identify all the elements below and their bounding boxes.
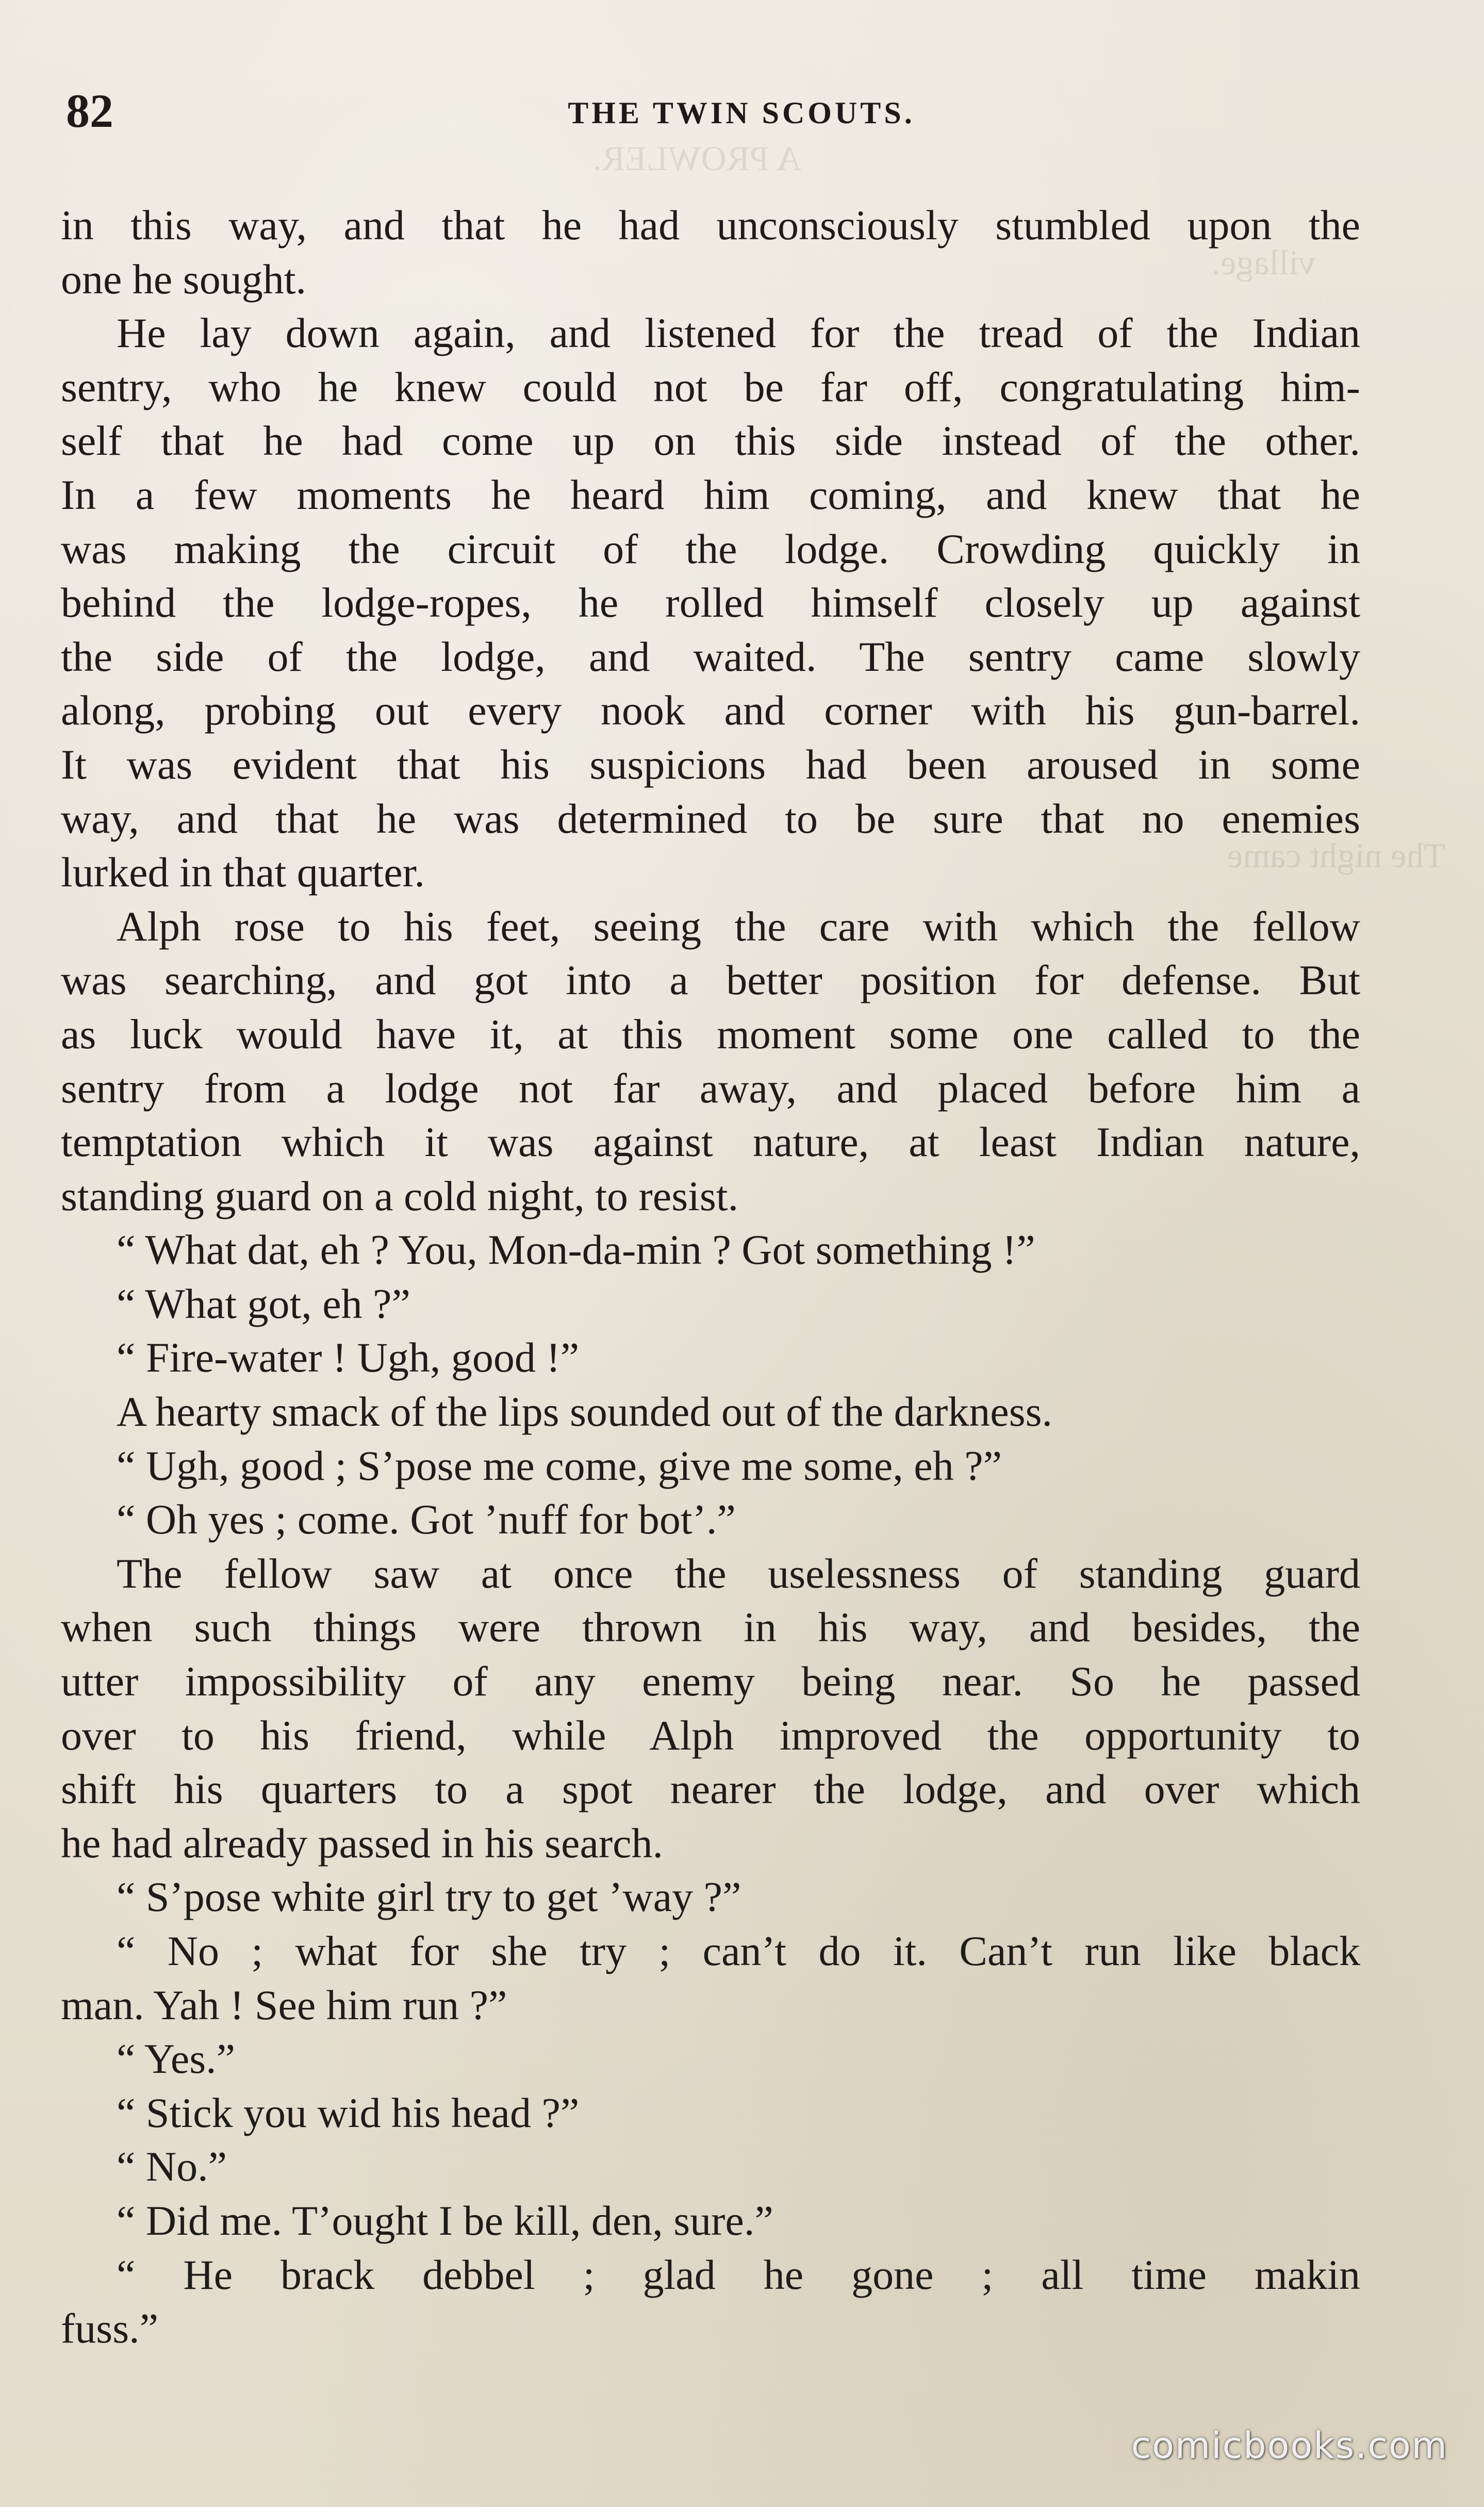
text-line: man. Yah ! See him run ?”	[61, 1981, 507, 2028]
text-line: “ Did me. T’ought I be kill, den, sure.”	[117, 2197, 773, 2244]
text-line: utter impossibility of any enemy being near. So he passed	[61, 1658, 1360, 1705]
text-line: “ Stick you wid his head ?”	[117, 2089, 580, 2136]
text-line: The fellow saw at once the uselessness of standing guard	[117, 1549, 1360, 1597]
text-line: Alph rose to his feet, seeing the care with which the fellow	[117, 902, 1360, 950]
text-line: the side of the lodge, and waited. The sentry came slowly	[61, 633, 1360, 680]
text-line: temptation which it was against nature, at least Indian nature,	[61, 1118, 1360, 1166]
text-line: he had already passed in his search.	[61, 1819, 664, 1867]
text-line: In a few moments he heard him coming, and knew that he	[61, 471, 1360, 518]
running-title: THE TWIN SCOUTS.	[568, 96, 915, 130]
text-line: sentry from a lodge not far away, and placed before him a	[61, 1064, 1360, 1112]
page-number: 82	[66, 85, 113, 137]
text-line: was searching, and got into a better position for defense. But	[61, 956, 1360, 1004]
text-line: “ No.”	[117, 2143, 227, 2190]
text-line: over to his friend, while Alph improved the opportunity to	[61, 1711, 1360, 1759]
text-line: fuss.”	[61, 2305, 159, 2352]
text-line: He lay down again, and listened for the tread of the Indian	[117, 309, 1360, 357]
text-line: “ No ; what for she try ; can’t do it. Can’t run like black	[117, 1927, 1360, 1974]
show-through-text: A PROWLER.	[593, 139, 802, 178]
text-line: “ Yes.”	[117, 2035, 236, 2083]
text-line: in this way, and that he had unconsciously stumbled upon the	[61, 202, 1360, 249]
text-line: as luck would have it, at this moment some one called to the	[61, 1010, 1360, 1058]
text-line: when such things were thrown in his way, and besides, the	[61, 1604, 1360, 1651]
text-line: standing guard on a cold night, to resist.	[61, 1172, 739, 1219]
show-through-text: village.	[1212, 243, 1316, 282]
text-line: lurked in that quarter.	[61, 849, 425, 896]
text-line: way, and that he was determined to be sure that no enemies	[61, 795, 1360, 842]
text-line: behind the lodge-ropes, he rolled himself closely up against	[61, 579, 1360, 626]
text-line: shift his quarters to a spot nearer the lodge, and over which	[61, 1766, 1360, 1813]
body-text	[61, 199, 1360, 2356]
text-line: It was evident that his suspicions had been aroused in some	[61, 740, 1360, 788]
watermark: comicbooks.com	[1131, 2424, 1448, 2467]
text-line: self that he had come up on this side instead of the other.	[61, 417, 1360, 465]
text-line: “ Oh yes ; come. Got ’nuff for bot’.”	[117, 1496, 736, 1543]
text-line: “ Fire-water ! Ugh, good !”	[117, 1334, 580, 1381]
text-line: “ What got, eh ?”	[117, 1280, 410, 1327]
text-line: “ He brack debbel ; glad he gone ; all time makin	[117, 2251, 1360, 2298]
text-line: was making the circuit of the lodge. Crowding quickly in	[61, 525, 1360, 572]
text-line: “ What dat, eh ? You, Mon-da-min ? Got something !”	[117, 1226, 1035, 1274]
text-line: one he sought.	[61, 255, 306, 303]
page-header	[66, 83, 1417, 139]
text-line: sentry, who he knew could not be far off, congratulating him-	[61, 363, 1360, 410]
text-line: “ S’pose white girl try to get ’way ?”	[117, 1873, 741, 1921]
text-line: A hearty smack of the lips sounded out of the darkness.	[117, 1388, 1053, 1436]
text-line: “ Ugh, good ; S’pose me come, give me some, eh ?”	[117, 1442, 1002, 1489]
show-through-text: The night came	[1227, 836, 1445, 875]
text-line: along, probing out every nook and corner with his gun-barrel.	[61, 687, 1360, 734]
